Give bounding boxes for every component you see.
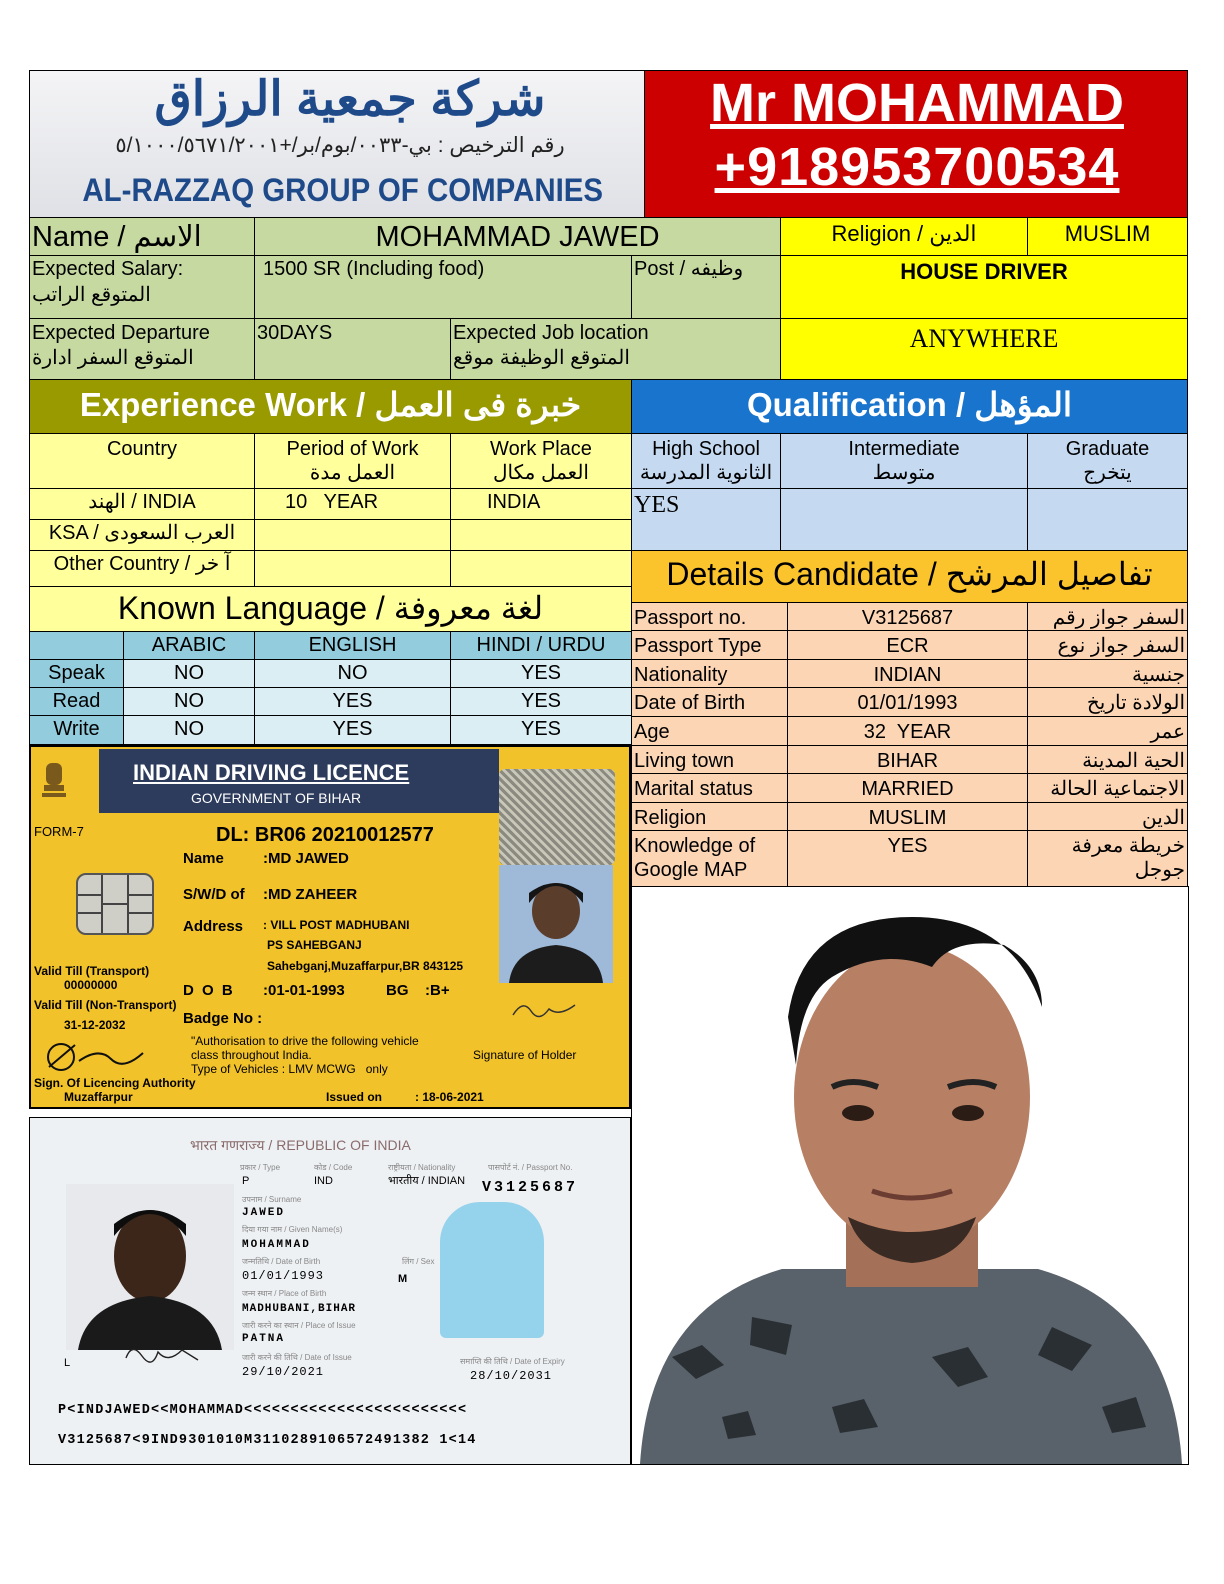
location-value: ANYWHERE (909, 324, 1059, 353)
lang-cell-text: YES (332, 690, 373, 712)
lang-cell (123, 715, 255, 745)
passport-no-label: पासपोर्ट नं. / Passport No. (488, 1163, 573, 1172)
passport-doe: 28/10/2031 (470, 1369, 553, 1383)
licence-name-label: Name (183, 850, 224, 867)
details-label-ar-cell (1027, 716, 1188, 746)
exp-row-period (254, 550, 451, 587)
exp-row-country-text: Other Country / آ خر (53, 553, 231, 575)
exp-header-place (450, 433, 632, 489)
qual-header-graduate-en: Graduate (1065, 438, 1150, 460)
details-value-cell (787, 602, 1028, 631)
lang-cell-text: YES (520, 718, 562, 740)
passport-code-label: कोड / Code (314, 1163, 353, 1172)
passport-doe-label: समाप्ति की तिथि / Date of Expiry (460, 1357, 565, 1366)
passport-surname-label: उपनाम / Surname (242, 1195, 302, 1204)
lang-row-label-text: Read (52, 690, 101, 712)
details-label: Passport Type (634, 635, 762, 657)
religion-value-cell (1027, 217, 1188, 256)
exp-row-country (29, 488, 255, 520)
licence-valid-transport-value: 00000000 (64, 978, 118, 992)
details-label-cell (631, 630, 788, 660)
qual-header-high-school-ar: الثانوية المدرسة (639, 462, 773, 484)
passport-mrz-2: V3125687<9IND9301010M3110289106572491382 1<14 (58, 1433, 477, 1448)
licence-swd-label: S/W/D of (183, 886, 245, 903)
exp-row-country-text: KSA / العرب السعودى (48, 522, 236, 544)
details-label-ar: الحية المدينة (1082, 750, 1185, 772)
passport-dob-label: जन्मतिथि / Date of Birth (242, 1257, 321, 1266)
licence-valid-transport: Valid Till (Transport) (34, 964, 150, 978)
lang-col-english-text: ENGLISH (308, 634, 397, 656)
lang-cell-text: YES (520, 662, 562, 684)
licence-photo (499, 865, 613, 983)
licence-title: INDIAN DRIVING LICENCE (133, 760, 410, 785)
salary-label-ar: المتوقع الراتب (32, 284, 151, 306)
licence-authority-2: Muzaffarpur (64, 1090, 133, 1104)
details-label-cell (631, 602, 788, 631)
authority-signature-icon (39, 1037, 149, 1077)
passport-doi: 29/10/2021 (242, 1365, 325, 1379)
passport-pob-label: जन्म स्थान / Place of Birth (242, 1289, 327, 1298)
lang-col-arabic (123, 631, 255, 660)
religion-value: MUSLIM (1064, 221, 1151, 246)
salary-label: Expected Salary: (32, 258, 184, 280)
lang-row-label-text: Speak (48, 662, 105, 684)
licence-address-2: PS SAHEBGANJ (267, 938, 362, 952)
exp-header-period-ar: العمل مدة (309, 462, 396, 484)
lang-cell (254, 659, 451, 688)
licence-bg: :B+ (425, 982, 450, 999)
licence-auth-2: class throughout India. (191, 1048, 312, 1062)
passport-doi-label: जारी करने की तिथि / Date of Issue (242, 1353, 352, 1362)
details-label: Date of Birth (634, 692, 746, 714)
details-label-cell (631, 687, 788, 717)
passport-type-label: प्रकार / Type (240, 1163, 281, 1172)
details-label: Nationality (634, 664, 728, 686)
logo-arabic-name: شركة جمعية الرزاق (154, 73, 546, 126)
passport-photo (66, 1184, 234, 1350)
exp-row-country (29, 519, 255, 551)
details-label: Knowledge of Google MAP (634, 835, 756, 881)
salary-value: 1500 SR (Including food) (263, 258, 485, 280)
qual-header-intermediate-en: Intermediate (848, 438, 960, 460)
licence-name: :MD JAWED (263, 850, 349, 867)
exp-header-period-en: Period of Work (286, 438, 419, 460)
departure-label: Expected Departure (32, 322, 210, 344)
details-label-ar: الدين (1142, 807, 1185, 829)
name-value-cell (254, 217, 781, 256)
exp-header-country-en: Country (106, 438, 178, 460)
passport-surname: JAWED (242, 1207, 286, 1219)
passport-pob: MADHUBANI,BIHAR (242, 1303, 357, 1315)
details-title-cell (631, 550, 1188, 603)
exp-row-country-text: الهند / INDIA (88, 491, 196, 513)
details-value-cell (787, 802, 1028, 831)
details-label-cell (631, 659, 788, 688)
details-value: YES (887, 835, 928, 857)
exp-header-country (29, 433, 255, 489)
details-value-cell (787, 773, 1028, 803)
language-title-cell (29, 586, 632, 632)
lang-cell (123, 687, 255, 716)
exp-row-country (29, 550, 255, 587)
lang-row-label (29, 659, 124, 688)
lang-cell-text: YES (332, 718, 373, 740)
qual-header-high-school (631, 433, 781, 489)
passport-dob: 01/01/1993 (242, 1269, 325, 1283)
details-value-cell (787, 659, 1028, 688)
header-phone: +918953700534 (714, 137, 1120, 197)
lang-cell (123, 659, 255, 688)
passport-code: IND (314, 1175, 333, 1187)
licence-holder-sign: Signature of Holder (473, 1048, 577, 1062)
experience-title: Experience Work / خبرة فى العمل (79, 386, 582, 423)
licence-valid-nontransport-value: 31-12-2032 (64, 1018, 126, 1032)
details-value: MARRIED (861, 778, 954, 800)
passport-given: MOHAMMAD (242, 1239, 311, 1251)
post-value-cell (780, 255, 1188, 319)
licence-auth-1: "Authorisation to drive the following vehicle (191, 1034, 419, 1048)
passport-letter: L (64, 1357, 71, 1369)
experience-title-cell (29, 379, 632, 434)
details-title: Details Candidate / تفاصيل المرشح (666, 556, 1153, 592)
details-label-ar-cell (1027, 773, 1188, 803)
lang-row-label-text: Write (53, 718, 100, 740)
lang-cell-text: NO (337, 662, 368, 684)
licence-address-1: : VILL POST MADHUBANI (263, 918, 410, 932)
licence-address-3: Sahebganj,Muzaffarpur,BR 843125 (267, 959, 464, 973)
licence-auth-3: Type of Vehicles : LMV MCWG only (191, 1062, 388, 1076)
post-label-cell (631, 255, 781, 319)
exp-row-place (450, 488, 632, 520)
post-value: HOUSE DRIVER (900, 259, 1068, 284)
passport-signature-icon (122, 1338, 202, 1368)
lang-row-label (29, 687, 124, 716)
lang-row-label (29, 715, 124, 745)
details-label-ar-cell (1027, 630, 1188, 660)
details-label-cell (631, 830, 788, 887)
details-label-cell (631, 745, 788, 774)
details-label-ar: السفر جواز نوع (1057, 635, 1185, 657)
lang-col-hindi (450, 631, 632, 660)
qual-value-high-school (631, 488, 781, 551)
details-label-ar: خريطة معرفة جوجل (1071, 835, 1185, 881)
qualification-title: Qualification / المؤهل (746, 386, 1073, 423)
details-label: Passport no. (634, 607, 747, 629)
qual-header-intermediate (780, 433, 1028, 489)
exp-row-period (254, 488, 451, 520)
name-label-cell (29, 217, 255, 256)
qual-header-intermediate-ar: متوسط (872, 462, 936, 484)
location-label: Expected Job location (453, 322, 649, 344)
licence-badge: Badge No : (183, 1010, 263, 1027)
details-value-cell (787, 630, 1028, 660)
details-value: V3125687 (861, 607, 954, 629)
logo-english-name: AL-RAZZAQ GROUP OF COMPANIES (82, 172, 604, 208)
qual-header-graduate (1027, 433, 1188, 489)
exp-row-place (450, 550, 632, 587)
passport-given-label: दिया गया नाम / Given Name(s) (242, 1225, 343, 1234)
lang-col-english (254, 631, 451, 660)
lang-cell-text: YES (520, 690, 562, 712)
qual-value-high-school-text: YES (634, 492, 680, 518)
details-label-ar: جنسية (1132, 664, 1185, 686)
details-label-ar-cell (1027, 687, 1188, 717)
religion-label-cell (780, 217, 1028, 256)
passport-header: भारत गणराज्य / REPUBLIC OF INDIA (190, 1137, 411, 1153)
location-label-cell (450, 318, 781, 380)
qualification-title-cell (631, 379, 1188, 434)
licence-dl-number: DL: BR06 20210012577 (216, 824, 434, 846)
passport-scan (29, 1117, 631, 1465)
details-label-ar: عمر (1150, 721, 1185, 743)
details-value: BIHAR (876, 750, 939, 772)
licence-bg-label: BG (386, 982, 409, 999)
details-value: ECR (886, 635, 929, 657)
details-value: MUSLIM (868, 807, 947, 829)
qual-header-graduate-ar: يتخرج (1083, 462, 1132, 484)
licence-issued: : 18-06-2021 (415, 1090, 484, 1104)
lang-col-hindi-text: HINDI / URDU (476, 634, 606, 656)
lang-cell (254, 687, 451, 716)
name-label: Name / الاسم (32, 221, 202, 253)
departure-label-ar: المتوقع السفر ادارة (32, 347, 194, 369)
details-label-ar-cell (1027, 745, 1188, 774)
driving-licence-card (29, 745, 631, 1109)
passport-mrz-1: P<INDJAWED<<MOHAMMAD<<<<<<<<<<<<<<<<<<<<<<<< (58, 1403, 468, 1418)
details-value: 32 YEAR (863, 721, 952, 743)
lang-col-arabic-text: ARABIC (151, 634, 227, 656)
lang-cell-text: NO (174, 690, 204, 712)
details-label-cell (631, 716, 788, 746)
details-label: Age (634, 721, 670, 743)
logo-license-line: رقم الترخيص : بي-٠٠٣٣/بوم/بر/+٥/١٠٠٠/٥٦٧١/٢٠٠١ (115, 134, 565, 157)
passport-nationality: भारतीय / INDIAN (388, 1175, 466, 1187)
salary-label-cell (29, 255, 255, 319)
qual-value-intermediate (780, 488, 1028, 551)
details-value: 01/01/1993 (857, 692, 958, 714)
licence-authority-1: Sign. Of Licencing Authority (34, 1076, 196, 1090)
lang-cell (450, 659, 632, 688)
details-label: Living town (634, 750, 735, 772)
lang-cell-text: NO (174, 662, 204, 684)
passport-ghost-photo (440, 1202, 544, 1338)
post-label: Post / وظيفه (634, 258, 744, 280)
licence-dob: :01-01-1993 (263, 982, 345, 999)
passport-poi: PATNA (242, 1333, 286, 1345)
language-title: Known Language / لغة معروفة (117, 590, 544, 626)
licence-subtitle: GOVERNMENT OF BIHAR (191, 790, 362, 806)
details-label-ar: الاجتماعية الحالة (1050, 778, 1185, 800)
lang-cell (450, 715, 632, 745)
licence-form: FORM-7 (34, 824, 84, 839)
details-label-ar: الولادة تاريخ (1086, 692, 1185, 714)
holder-signature-icon (509, 997, 579, 1023)
details-value-cell (787, 687, 1028, 717)
qr-code-icon (499, 769, 615, 865)
location-label-ar: المتوقع الوظيفة موقع (453, 347, 630, 369)
details-value-cell (787, 830, 1028, 887)
details-label-cell (631, 802, 788, 831)
qual-value-graduate (1027, 488, 1188, 551)
lang-cell (450, 687, 632, 716)
location-value-cell (780, 318, 1188, 380)
details-label-ar-cell (1027, 659, 1188, 688)
name-value: MOHAMMAD JAWED (375, 221, 660, 253)
passport-type: P (242, 1175, 250, 1187)
lang-cell-text: NO (174, 718, 204, 740)
lang-corner (29, 631, 124, 660)
details-label-cell (631, 773, 788, 803)
candidate-photo (631, 886, 1189, 1465)
licence-valid-nontransport: Valid Till (Non-Transport) (34, 998, 177, 1012)
religion-label: Religion / الدين (831, 221, 977, 246)
licence-dob-label: D O B (183, 982, 235, 999)
departure-value-cell (254, 318, 451, 380)
exp-row-place-text: INDIA (487, 491, 541, 513)
details-label: Religion (634, 807, 707, 829)
passport-sex: M (398, 1273, 408, 1285)
chip-icon (76, 873, 154, 935)
details-label-ar: السفر جواز رقم (1052, 607, 1185, 629)
licence-address-label: Address (183, 918, 244, 935)
details-value-cell (787, 745, 1028, 774)
exp-header-place-en: Work Place (490, 438, 592, 460)
licence-issued-label: Issued on (326, 1090, 383, 1104)
candidate-header (644, 70, 1188, 218)
exp-row-place (450, 519, 632, 551)
details-value: INDIAN (873, 664, 942, 686)
details-label: Marital status (634, 778, 753, 800)
details-label-ar-cell (1027, 602, 1188, 631)
exp-header-place-ar: العمل مكال (493, 462, 589, 484)
qual-header-high-school-en: High School (652, 438, 760, 460)
departure-label-cell (29, 318, 255, 380)
lang-cell (254, 715, 451, 745)
licence-swd: :MD ZAHEER (263, 886, 358, 903)
passport-poi-label: जारी करने का स्थान / Place of Issue (242, 1321, 356, 1330)
exp-row-period (254, 519, 451, 551)
passport-sex-label: लिंग / Sex (402, 1257, 435, 1266)
passport-number: V3125687 (482, 1179, 579, 1196)
header-title: Mr MOHAMMAD (710, 73, 1124, 133)
company-logo (29, 70, 645, 218)
departure-value: 30DAYS (257, 322, 333, 344)
emblem-icon (41, 759, 67, 801)
exp-header-period (254, 433, 451, 489)
salary-value-cell (254, 255, 632, 319)
passport-nationality-label: राष्ट्रीयता / Nationality (388, 1163, 456, 1172)
details-label-ar-cell (1027, 802, 1188, 831)
details-label-ar-cell (1027, 830, 1188, 887)
exp-row-period-text: 10 YEAR (285, 491, 379, 513)
details-value-cell (787, 716, 1028, 746)
